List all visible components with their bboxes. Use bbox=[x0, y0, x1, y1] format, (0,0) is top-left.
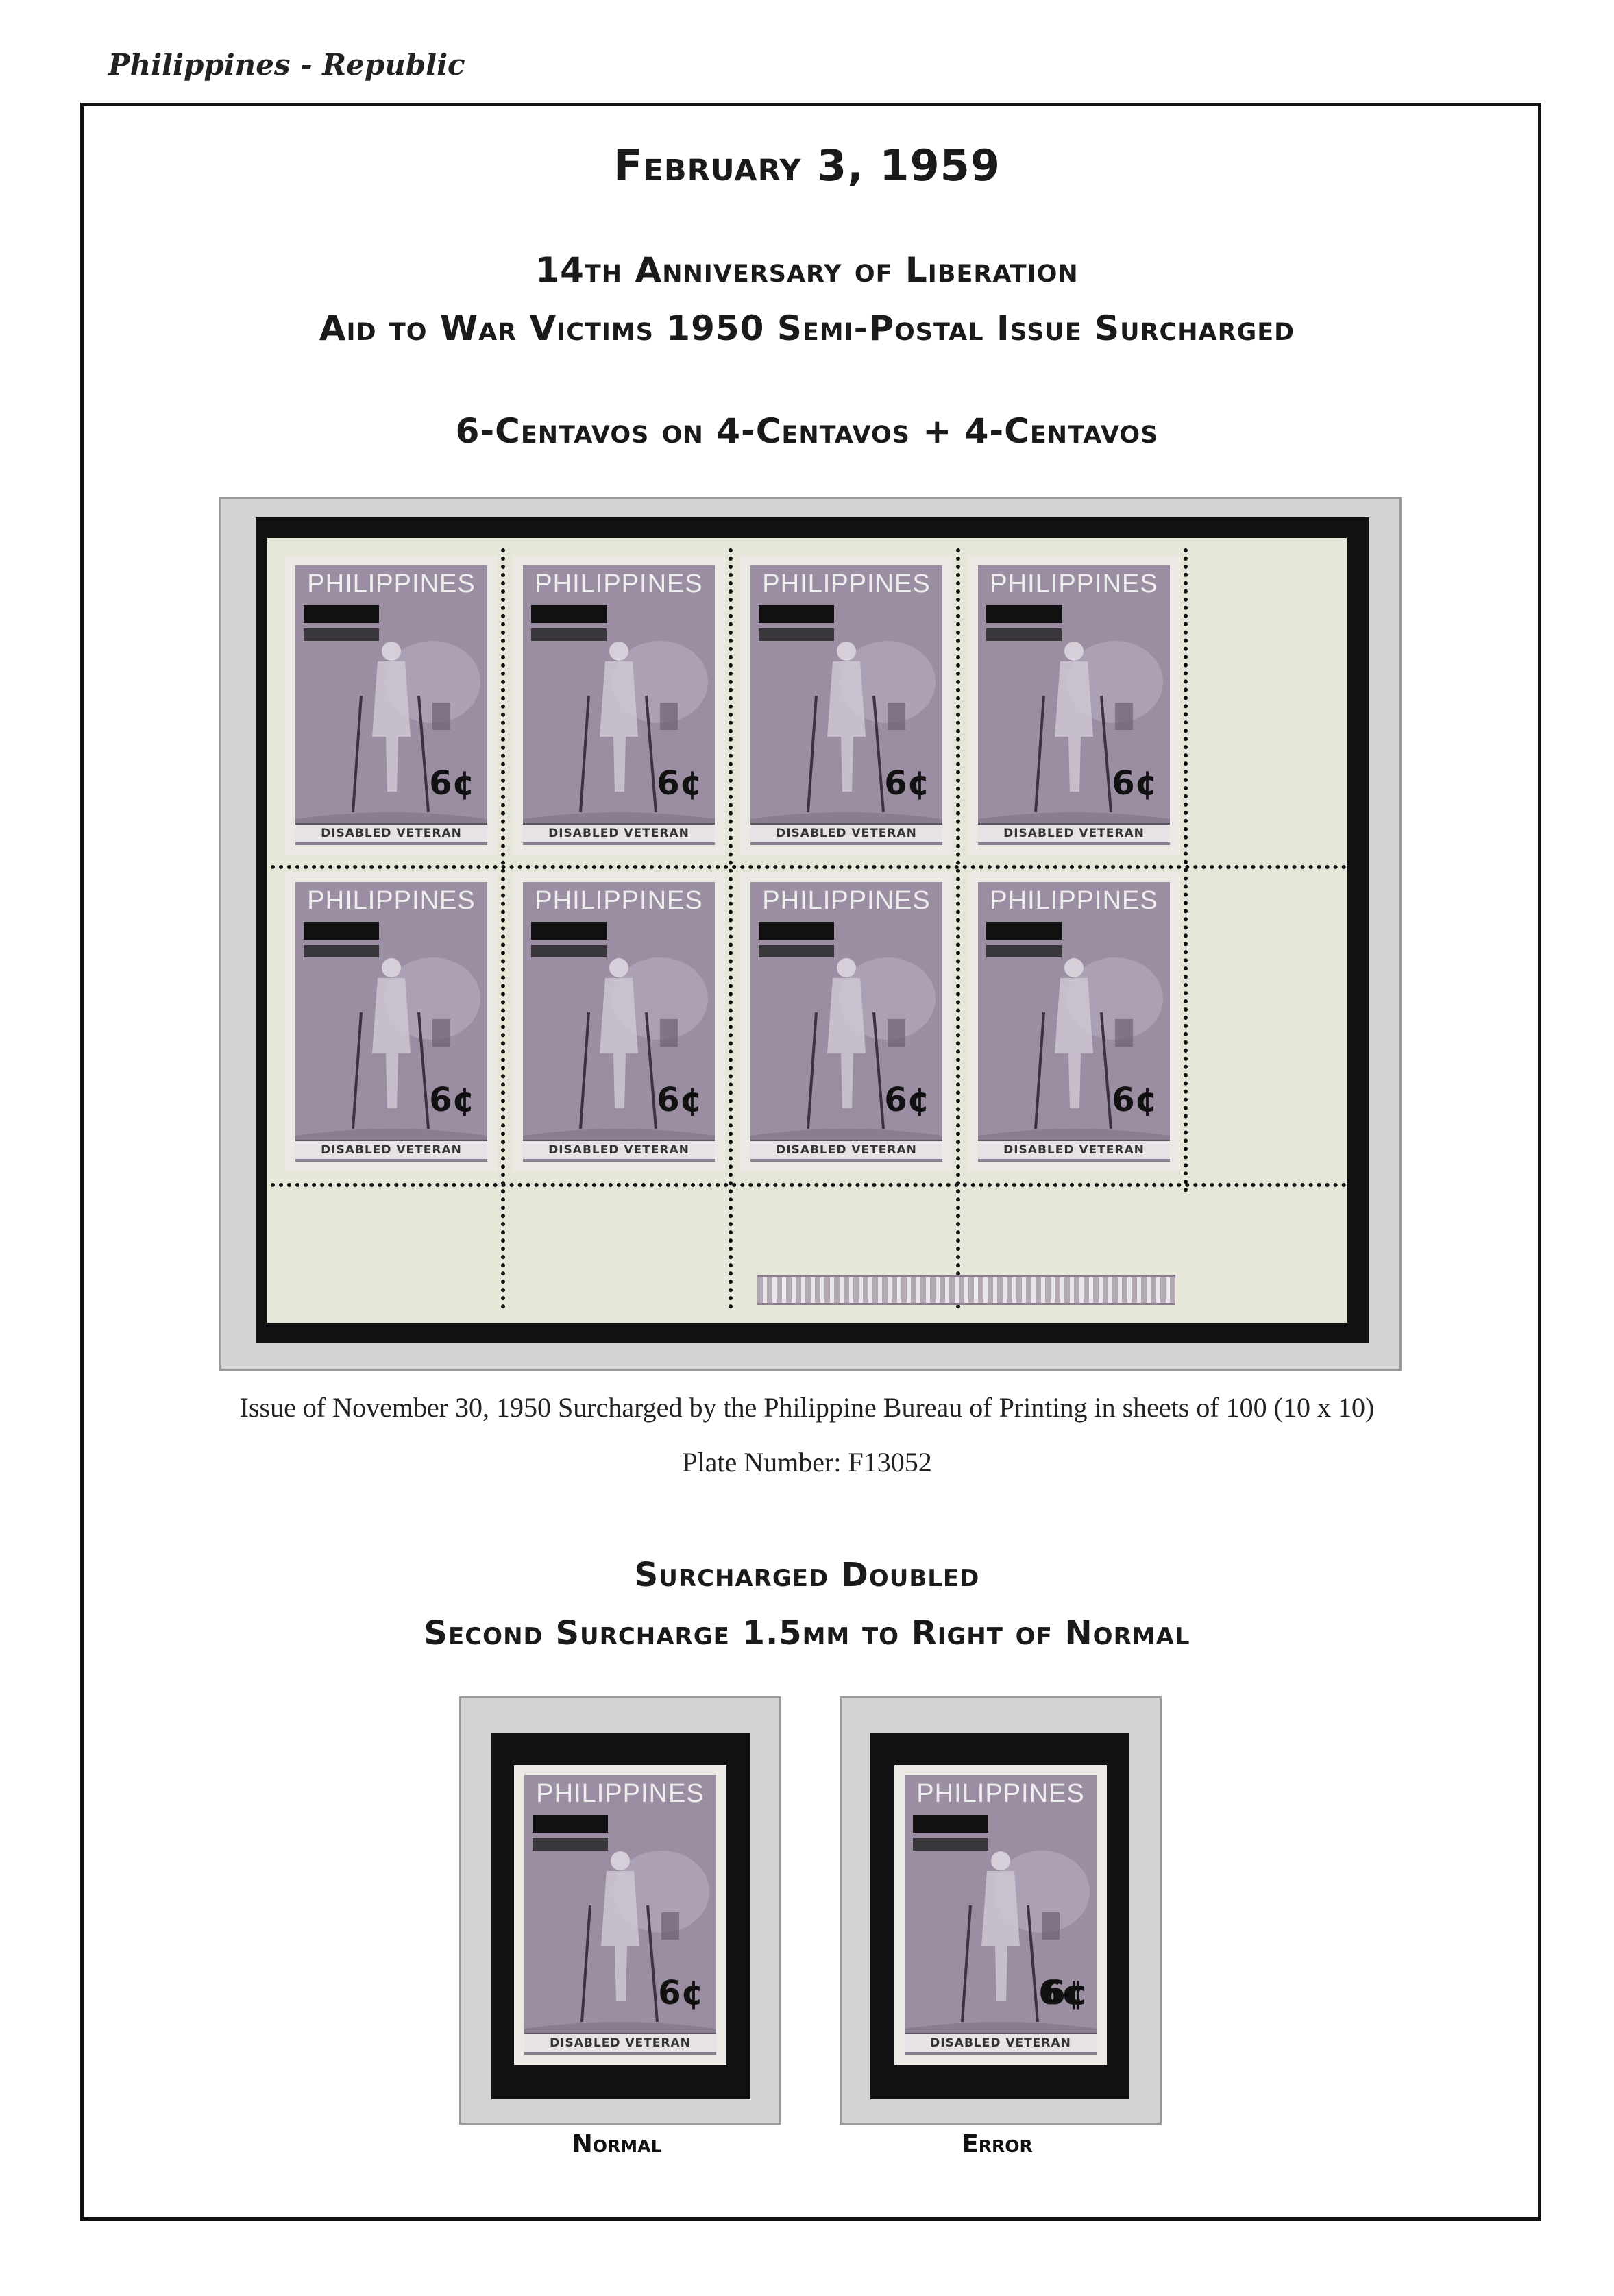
issue-caption: Issue of November 30, 1950 Surcharged by the Philippine Bureau of Printing in sheets of 100 (10 x 10) bbox=[239, 1392, 1375, 1423]
plate-number-caption: Plate Number: F13052 bbox=[682, 1447, 932, 1478]
surcharge-bar bbox=[531, 945, 607, 957]
stamp-legend: DISABLED VETERAN bbox=[524, 2033, 716, 2052]
surcharge-bar bbox=[304, 605, 379, 623]
surcharge-bar bbox=[913, 1838, 988, 1851]
stamp-surcharge-value: 6¢ bbox=[884, 764, 930, 803]
stamp-surcharge-value: 6¢ bbox=[657, 764, 702, 803]
stamp-design bbox=[295, 565, 487, 845]
stamp-legend: DISABLED VETERAN bbox=[978, 823, 1170, 842]
variety-subtitle: Second Surcharge 1.5mm to Right of Normal bbox=[424, 1614, 1190, 1652]
stamp-country: PHILIPPINES bbox=[762, 886, 931, 915]
issue-date-title: February 3, 1959 bbox=[613, 141, 1001, 191]
surcharge-bar bbox=[913, 1815, 988, 1833]
stamp-legend: DISABLED VETERAN bbox=[523, 823, 715, 842]
stamp-surcharge-value: 6¢ bbox=[429, 1081, 475, 1119]
stamp-country: PHILIPPINES bbox=[990, 886, 1158, 915]
perforation-line bbox=[729, 548, 733, 1309]
stamp-country: PHILIPPINES bbox=[535, 886, 703, 915]
surcharge-bar bbox=[986, 945, 1062, 957]
stamp-country: PHILIPPINES bbox=[307, 570, 476, 598]
perforation-line bbox=[956, 548, 960, 1309]
stamp-design bbox=[295, 882, 487, 1162]
stamp-design bbox=[978, 882, 1170, 1162]
variety-title: Surcharged Doubled bbox=[634, 1556, 980, 1594]
block-stamp-4 bbox=[968, 555, 1180, 855]
block-stamp-5 bbox=[285, 872, 498, 1172]
surcharge-bar bbox=[531, 922, 607, 940]
stamp-country: PHILIPPINES bbox=[535, 570, 703, 598]
stamp-legend: DISABLED VETERAN bbox=[750, 823, 942, 842]
perforation-line bbox=[501, 548, 505, 1309]
surcharge-bar bbox=[759, 945, 834, 957]
issue-title-line1: 14th Anniversary of Liberation bbox=[535, 250, 1079, 290]
surcharge-bar bbox=[531, 628, 607, 641]
surcharge-bar bbox=[304, 945, 379, 957]
stamp-country: PHILIPPINES bbox=[536, 1779, 705, 1808]
block-stamp-3 bbox=[740, 555, 953, 855]
stamp-country: PHILIPPINES bbox=[762, 570, 931, 598]
stamp-design bbox=[524, 1775, 716, 2055]
stamp-design bbox=[978, 565, 1170, 845]
issue-title-line3: 6-Centavos on 4-Centavos + 4-Centavos bbox=[455, 411, 1159, 451]
surcharge-bar bbox=[759, 628, 834, 641]
stamp-legend: DISABLED VETERAN bbox=[905, 2033, 1097, 2052]
surcharge-bar bbox=[531, 605, 607, 623]
normal-label: Normal bbox=[572, 2130, 662, 2158]
block-stamp-1 bbox=[285, 555, 498, 855]
surcharge-bar bbox=[986, 922, 1062, 940]
block-stamp-7 bbox=[740, 872, 953, 1172]
stamp-legend: DISABLED VETERAN bbox=[978, 1140, 1170, 1159]
stamp-design bbox=[523, 882, 715, 1162]
block-stamp-2 bbox=[513, 555, 725, 855]
stamp-design bbox=[523, 565, 715, 845]
surcharge-bar bbox=[759, 605, 834, 623]
surcharge-bar bbox=[533, 1838, 608, 1851]
normal-stamp bbox=[514, 1765, 726, 2065]
stamp-surcharge-value: 6¢ bbox=[429, 764, 475, 803]
error-stamp bbox=[894, 1765, 1107, 2065]
stamp-legend: DISABLED VETERAN bbox=[295, 1140, 487, 1159]
stamp-country: PHILIPPINES bbox=[307, 886, 476, 915]
stamp-surcharge-value: 6¢ bbox=[1112, 1081, 1158, 1119]
surcharge-bar bbox=[986, 628, 1062, 641]
surcharge-bar bbox=[533, 1815, 608, 1833]
block-stamp-6 bbox=[513, 872, 725, 1172]
perforation-line bbox=[1184, 548, 1188, 1193]
stamp-legend: DISABLED VETERAN bbox=[295, 823, 487, 842]
block-stamp-8 bbox=[968, 872, 1180, 1172]
surcharge-bar bbox=[986, 605, 1062, 623]
surcharge-bar bbox=[759, 922, 834, 940]
stamp-legend: DISABLED VETERAN bbox=[523, 1140, 715, 1159]
stamp-legend: DISABLED VETERAN bbox=[750, 1140, 942, 1159]
stamp-surcharge-value: 6¢ bbox=[1112, 764, 1158, 803]
issue-title-line2: Aid to War Victims 1950 Semi-Postal Issue Surcharged bbox=[319, 308, 1295, 348]
stamp-surcharge-value: 6¢ bbox=[1038, 1974, 1084, 2012]
surcharge-bar bbox=[304, 922, 379, 940]
album-header: Philippines - Republic bbox=[108, 48, 465, 82]
error-label: Error bbox=[962, 2130, 1033, 2158]
stamp-design bbox=[905, 1775, 1097, 2055]
stamp-surcharge-value: 6¢ bbox=[657, 1081, 702, 1119]
stamp-country: PHILIPPINES bbox=[990, 570, 1158, 598]
stamp-country: PHILIPPINES bbox=[916, 1779, 1085, 1808]
stamp-surcharge-value: 6¢ bbox=[658, 1974, 704, 2012]
stamp-design bbox=[750, 882, 942, 1162]
stamp-surcharge-value: 6¢ bbox=[884, 1081, 930, 1119]
plate-inscription-strip bbox=[757, 1275, 1175, 1305]
stamp-design bbox=[750, 565, 942, 845]
surcharge-bar bbox=[304, 628, 379, 641]
